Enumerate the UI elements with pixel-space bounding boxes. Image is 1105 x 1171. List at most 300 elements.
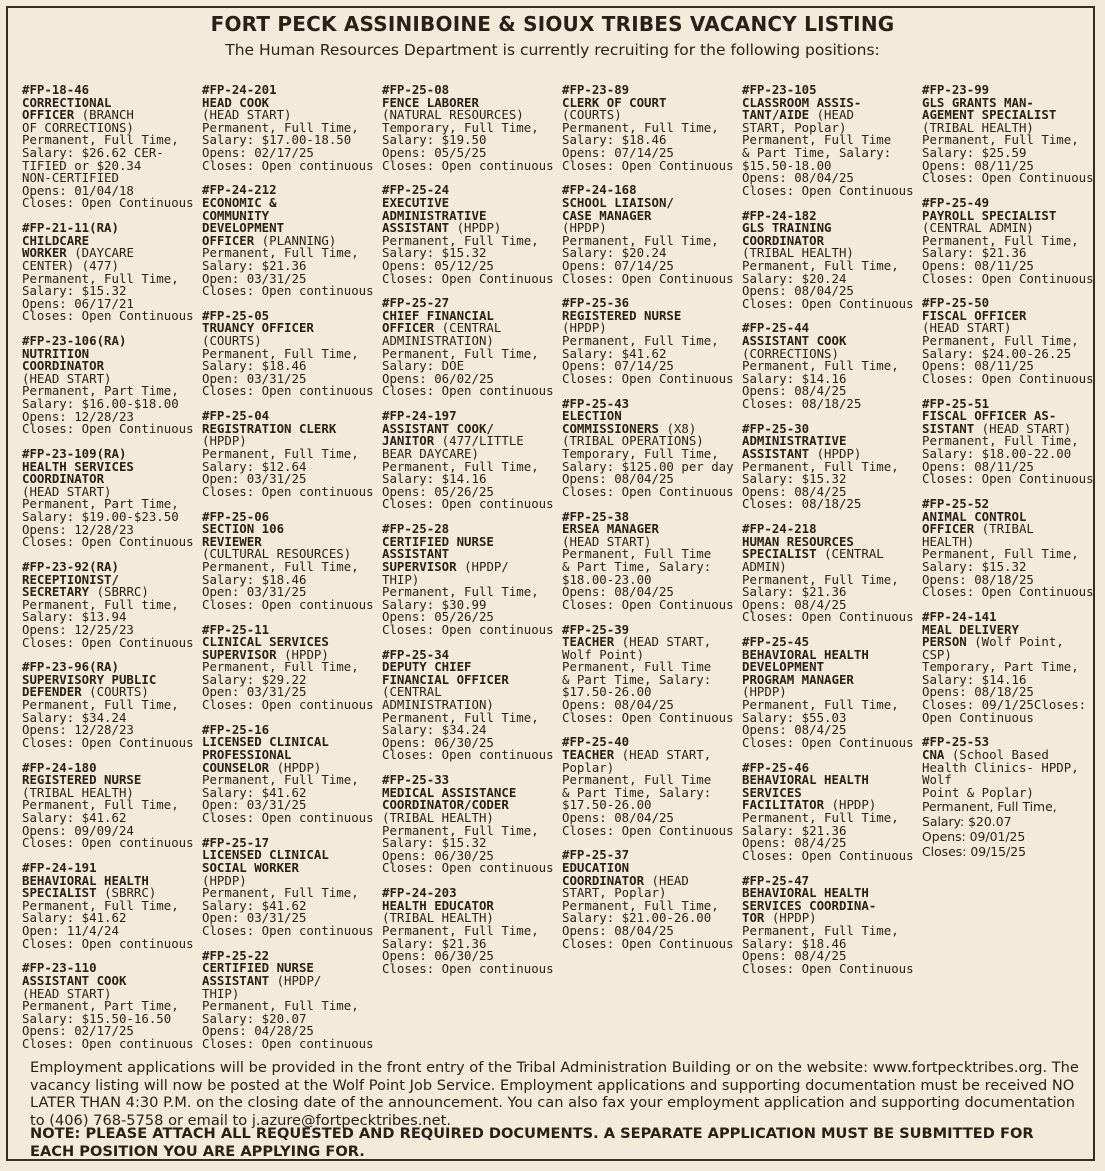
job-listing xyxy=(382,84,558,172)
job-heading xyxy=(562,307,738,336)
job-id: #FP-25-44 xyxy=(742,320,810,336)
job-heading xyxy=(742,887,918,925)
job-details: Permanent, Full Time, Salary: $14.16 Opens: 05/26/25 Closes: Open continuous xyxy=(382,458,554,512)
job-details: Permanent, Full time, Salary: $13.94 Opens: 12/25/23 Closes: Open Continuous xyxy=(22,596,194,650)
job-heading xyxy=(922,749,1098,799)
job-id: #FP-24-218 xyxy=(742,521,817,537)
job-details: Permanent, Full Time, Salary: $15.32 Opens: 08/18/25 Closes: Open Continuous xyxy=(922,546,1094,600)
job-heading xyxy=(22,972,198,1001)
job-department: (CORRECTIONS) xyxy=(742,345,839,361)
job-heading xyxy=(202,736,378,774)
job-details: Permanent, Full Time, Salary: $18.46 Open: 03/31/25 Closes: Open continuous xyxy=(202,558,374,612)
job-title: DEPUTY CHIEF FINANCIAL OFFICER xyxy=(382,659,509,687)
job-department: (HEAD START) xyxy=(22,985,112,1001)
job-department: (HPDP) xyxy=(202,872,247,888)
job-title: FENCE LABORER xyxy=(382,94,479,110)
job-id: #FP-25-16 xyxy=(202,721,270,737)
job-department: (HEAD START, Poplar) xyxy=(562,747,712,775)
job-heading xyxy=(382,784,558,825)
job-heading xyxy=(22,774,198,799)
job-heading xyxy=(922,207,1098,236)
job-title: TEACHER xyxy=(562,747,615,763)
job-listing xyxy=(22,558,198,650)
job-department: (HPDP) xyxy=(269,759,322,775)
job-department: (HPDP) xyxy=(276,646,329,662)
job-title: SCHOOL LIAISON/ CASE MANAGER xyxy=(562,194,674,223)
job-listing xyxy=(202,410,378,498)
job-details: Permanent, Full Time, Salary: $21.36 Opens: 06/30/25 Closes: Open continuous xyxy=(382,922,554,976)
job-details: Permanent, Full Time, Salary: $12.64 Open: 03/31/25 Closes: Open continuous xyxy=(202,446,374,499)
job-heading xyxy=(562,749,738,774)
job-title: EDUCATION COORDINATOR xyxy=(562,859,645,888)
job-details: Permanent, Full Time, Salary: $34.24 Opens: 12/28/23 Closes: Open Continuous xyxy=(22,697,194,750)
job-title: BEHAVIORAL HEALTH DEVELOPMENT PROGRAM MANAGER xyxy=(742,646,869,687)
job-details: Permanent, Full Time, Salary: $14.16 Opens: 08/4/25 Closes: 08/18/25 xyxy=(742,358,899,412)
job-department: (SBRRC) xyxy=(89,584,149,600)
job-title: REGISTERED NURSE xyxy=(562,307,682,323)
job-listing xyxy=(562,297,738,385)
job-id: #FP-25-05 xyxy=(202,307,270,323)
job-department: (COURTS) xyxy=(562,107,622,123)
job-id: #FP-23-106(RA) xyxy=(22,333,127,349)
job-title: CNA xyxy=(922,747,945,763)
job-details: Permanent, Full Time, Salary: $20.24 Opens: 07/14/25 Closes: Open Continuous xyxy=(562,232,734,286)
job-id: #FP-25-50 xyxy=(922,295,990,311)
job-listing xyxy=(202,721,378,825)
job-department: (HPDP) xyxy=(202,433,247,449)
job-department: (School Based Health Clinics- HPDP, Wolf Point & Poplar) xyxy=(922,747,1079,800)
job-heading xyxy=(742,533,918,574)
job-heading xyxy=(382,420,558,461)
job-department: (HEAD START) xyxy=(562,533,652,549)
job-details: Temporary, Full Time, Salary: $125.00 per day Opens: 08/04/25 Closes: Open Continuous xyxy=(562,446,734,499)
job-listing xyxy=(382,184,558,285)
job-details: Permanent, Full Time, Salary: $21.00-26.00 Opens: 08/04/25 Closes: Open Continuous xyxy=(562,897,734,951)
job-department: (Wolf Point, CSP) xyxy=(922,634,1064,662)
job-department: (SBRRC) xyxy=(96,885,157,901)
job-id: #FP-24-182 xyxy=(742,207,817,223)
job-details: Permanent, Full Time, Salary: $34.24 Opens: 06/30/25 Closes: Open continuous xyxy=(382,709,554,763)
job-department: (X8) (TRIBAL OPERATIONS) xyxy=(562,420,704,449)
job-department: (COURTS) xyxy=(81,684,149,700)
job-id: #FP-25-38 xyxy=(562,508,630,524)
job-heading xyxy=(742,335,918,360)
job-id: #FP-25-43 xyxy=(562,395,630,411)
job-details: Permanent, Full Time, Salary: $41.62 Open: 03/31/25 Closes: Open continuous xyxy=(202,885,374,938)
job-listing xyxy=(382,523,558,636)
job-heading xyxy=(22,232,198,273)
job-details: Permanent, Full Time & Part Time, Salary: $17.50-26.00 Opens: 08/04/25 Closes: Open Continuous xyxy=(562,772,734,838)
job-title: ECONOMIC & COMMUNITY DEVELOPMENT OFFICER xyxy=(202,194,285,248)
job-id: #FP-24-212 xyxy=(202,182,277,198)
job-heading xyxy=(742,774,918,812)
job-department: (CENTRAL ADMIN) xyxy=(742,546,884,574)
job-listing xyxy=(382,774,558,875)
job-details: Permanent, Full Time, Salary: $25.59 Opens: 08/11/25 Closes: Open Continuous xyxy=(922,132,1094,186)
page-subtitle: The Human Resources Department is currently recruiting for the following positions: xyxy=(225,41,880,59)
job-heading xyxy=(742,94,918,135)
job-department: (NATURAL RESOURCES) xyxy=(382,107,524,123)
job-heading xyxy=(22,94,198,135)
job-title: CERTIFIED NURSE ASSISTANT SUPERVISOR xyxy=(382,533,494,574)
job-listing xyxy=(202,307,378,399)
column-4 xyxy=(562,84,738,962)
job-title: REGISTRATION CLERK xyxy=(202,420,337,436)
job-id: #FP-25-08 xyxy=(382,82,450,97)
job-listing xyxy=(922,84,1098,185)
job-title: ADMINISTRATIVE ASSISTANT xyxy=(742,433,847,461)
job-heading xyxy=(382,194,558,236)
job-details: Permanent, Full Time, Salary: $29.22 Open: 03/31/25 Closes: Open continuous xyxy=(202,659,374,713)
job-heading xyxy=(22,671,198,700)
job-details: Permanent, Full Time, Salary: $15.32 Opens: 08/4/25 Closes: 08/18/25 xyxy=(742,458,899,512)
job-title: BEHAVIORAL HEALTH SPECIALIST xyxy=(22,872,149,901)
job-listing xyxy=(922,194,1098,286)
job-title: PAYROLL SPECIALIST xyxy=(922,207,1057,223)
job-listing xyxy=(562,849,738,950)
column-2 xyxy=(202,84,378,1063)
job-listing xyxy=(562,736,738,837)
job-heading xyxy=(562,94,738,123)
job-id: #FP-25-34 xyxy=(382,646,450,662)
job-id: #FP-25-17 xyxy=(202,834,270,850)
job-department: (HPDP) xyxy=(562,220,607,236)
job-details: Permanent, Full Time, Salary: $41.62 Opens: 07/14/25 Closes: Open Continuous xyxy=(562,333,734,386)
job-heading xyxy=(202,194,378,248)
job-listing xyxy=(22,661,198,749)
job-listing xyxy=(562,84,738,172)
page-title: FORT PECK ASSINIBOINE & SIOUX TRIBES VACANCY LISTING xyxy=(210,12,895,36)
job-listing xyxy=(742,207,918,311)
job-details: Permanent, Full Time, Salary: $18.46 Open: 03/31/25 Closes: Open continuous xyxy=(202,345,374,399)
job-department: (477/LITTLE BEAR DAYCARE) xyxy=(382,433,524,461)
job-listing xyxy=(382,410,558,511)
job-department: (HPDP) xyxy=(824,797,877,813)
job-listing xyxy=(922,297,1098,385)
job-title: FISCAL OFFICER AS- SISTANT xyxy=(922,408,1057,436)
job-id: #FP-23-99 xyxy=(922,82,990,97)
job-details: Permanent, Full Time, Salary: $18.46 Opens: 07/14/25 Closes: Open Continuous xyxy=(562,119,734,173)
job-listing xyxy=(742,872,918,976)
job-heading xyxy=(562,859,738,901)
job-heading xyxy=(382,661,558,711)
job-details: Permanent, Full Time, Salary: DOE Opens: 06/02/25 Closes: Open continuous xyxy=(382,345,554,399)
job-details: Permanent, Full Time & Part Time, Salary: $15.50-18.00 Opens: 08/04/25 Closes: Open Continuous xyxy=(742,132,914,198)
job-title: CHIEF FINANCIAL OFFICER xyxy=(382,307,494,336)
job-listing xyxy=(922,608,1098,725)
job-id: #FP-24-197 xyxy=(382,408,457,424)
job-details: Permanent, Full Time, Salary: $20.07 Opens: 04/28/25 Closes: Open continuous xyxy=(202,998,374,1051)
job-id: #FP-24-191 xyxy=(22,859,97,875)
job-listing xyxy=(22,859,198,951)
job-details: Permanent, Full Time, Salary: $30.99 Opens: 05/26/25 Closes: Open continuous xyxy=(382,584,554,637)
job-heading xyxy=(562,636,738,661)
column-3 xyxy=(382,84,558,988)
job-department: (HEAD START) xyxy=(22,370,112,386)
job-department: (HEAD START, Wolf Point) xyxy=(562,634,712,662)
job-id: #FP-23-109(RA) xyxy=(22,446,127,461)
job-listing xyxy=(922,495,1098,600)
job-heading xyxy=(742,222,918,260)
job-details: Permanent, Full Time, Salary: $15.32 Opens: 06/17/21 Closes: Open Continuous xyxy=(22,270,194,324)
job-title: GLS GRANTS MAN- AGEMENT SPECIALIST xyxy=(922,94,1057,123)
job-id: #FP-25-33 xyxy=(382,772,450,788)
job-details: Permanent, Full Time, Salary: $17.00-18.50 Opens: 02/17/25 Closes: Open continuous xyxy=(202,119,374,173)
job-department: (TRIBAL HEALTH) xyxy=(922,521,1034,549)
job-listing xyxy=(562,395,738,499)
job-details: Temporary, Full Time, Salary: $19.50 Opens: 05/5/25 Closes: Open continuous xyxy=(382,119,554,173)
job-id: #FP-23-89 xyxy=(562,82,630,97)
job-id: #FP-25-52 xyxy=(922,495,990,511)
job-details: Permanent, Full Time, Salary: $18.46 Opens: 08/4/25 Closes: Open Continuous xyxy=(742,922,914,976)
job-title: REGISTERED NURSE xyxy=(22,772,142,788)
job-heading xyxy=(202,849,378,887)
job-title: ERSEA MANAGER xyxy=(562,521,659,537)
job-listing xyxy=(22,448,198,549)
job-heading xyxy=(922,621,1098,662)
job-listing xyxy=(742,759,918,863)
job-details: Permanent, Full Time, Salary: $21.36 Open: 03/31/25 Closes: Open continuous xyxy=(202,245,374,299)
job-department: (HEAD START) xyxy=(202,107,292,123)
job-title: FISCAL OFFICER xyxy=(922,307,1027,323)
job-listing xyxy=(22,335,198,436)
job-title: LICENSED CLINICAL SOCIAL WORKER xyxy=(202,847,329,875)
job-title: SECTION 106 REVIEWER xyxy=(202,521,285,549)
job-id: #FP-25-47 xyxy=(742,872,810,888)
job-id: #FP-25-39 xyxy=(562,621,630,637)
job-id: #FP-25-36 xyxy=(562,295,630,311)
job-id: #FP-23-110 xyxy=(22,960,97,976)
job-id: #FP-25-51 xyxy=(922,395,990,411)
job-department: (HPDP) xyxy=(809,446,862,461)
job-details: Permanent, Full Time, Salary: $24.00-26.25 Opens: 08/11/25 Closes: Open Continuous xyxy=(922,333,1094,386)
job-listing xyxy=(202,621,378,713)
job-details: Permanent, Full Time, Salary: $41.62 Open: 11/4/24 Closes: Open continuous xyxy=(22,897,194,951)
job-title: HUMAN RESOURCES SPECIALIST xyxy=(742,533,854,562)
job-title: CERTIFIED NURSE ASSISTANT xyxy=(202,960,314,988)
job-listing xyxy=(22,962,198,1050)
job-heading xyxy=(922,307,1098,336)
job-department: (HPDP) xyxy=(764,910,817,926)
job-title: CORRECTIONAL OFFICER xyxy=(22,94,112,123)
job-heading xyxy=(382,533,558,587)
job-department: (HEAD START) xyxy=(22,483,112,499)
job-id: #FP-25-40 xyxy=(562,734,630,750)
job-heading xyxy=(22,571,198,600)
job-listing xyxy=(562,508,738,612)
job-listing xyxy=(202,184,378,297)
job-details: Permanent, Full Time, Salary: $21.36 Opens: 08/4/25 Closes: Open Continuous xyxy=(742,571,914,625)
job-heading xyxy=(742,646,918,700)
job-id: #FP-25-27 xyxy=(382,295,450,311)
job-title: ASSISTANT COOK/ JANITOR xyxy=(382,420,494,449)
job-listing xyxy=(382,887,558,975)
job-heading xyxy=(202,523,378,561)
job-title: NUTRITION COORDINATOR xyxy=(22,345,105,374)
job-department: (HEAD START) xyxy=(974,420,1072,436)
job-heading xyxy=(22,872,198,901)
job-department: (HPDP) xyxy=(449,220,502,236)
job-id: #FP-25-06 xyxy=(202,508,270,524)
job-department: (TRIBAL HEALTH) xyxy=(742,245,854,261)
job-department: (HPDP/ THIP) xyxy=(382,558,509,587)
job-heading xyxy=(202,962,378,1000)
job-listing xyxy=(562,621,738,725)
job-department: (TRIBAL HEALTH) xyxy=(382,910,494,926)
job-heading xyxy=(202,636,378,661)
job-heading xyxy=(202,94,378,123)
job-id: #FP-24-180 xyxy=(22,759,97,775)
job-department: (BRANCH OF CORRECTIONS) xyxy=(22,107,134,135)
job-title: CLERK OF COURT xyxy=(562,94,667,110)
job-listing xyxy=(382,297,558,398)
job-details: Permanent, Full Time & Part Time, Salary: $17.50-26.00 Opens: 08/04/25 Closes: Open Continuous xyxy=(562,659,734,725)
job-id: #FP-23-96(RA) xyxy=(22,659,119,675)
job-title: ASSISTANT COOK xyxy=(742,333,847,349)
job-title: BEHAVIORAL HEALTH SERVICES FACILITATOR xyxy=(742,772,869,813)
job-listing xyxy=(382,646,558,763)
job-id: #FP-18-46 xyxy=(22,82,90,97)
job-heading xyxy=(382,307,558,349)
job-id: #FP-25-28 xyxy=(382,521,450,537)
job-listing xyxy=(742,420,918,512)
job-listing xyxy=(22,222,198,323)
job-details: Permanent, Full Time, Salary: $41.62 Opens: 09/09/24 Closes: Open continuous xyxy=(22,797,194,851)
job-listing xyxy=(22,759,198,851)
job-listing xyxy=(742,523,918,624)
job-title: ANIMAL CONTROL OFFICER xyxy=(922,508,1027,537)
job-department: (HPDP) xyxy=(562,320,607,336)
job-department: (TRIBAL HEALTH) xyxy=(22,784,134,800)
job-listing xyxy=(922,395,1098,487)
job-details: Permanent, Full Time, Salary: $26.62 CER- TIFIED or $20.34 NON-CERTIFIED Opens: 01/04/18 Closes: Open Continuous xyxy=(22,132,194,211)
job-id: #FP-25-45 xyxy=(742,634,810,650)
job-details: Permanent, Full Time, Salary: $55.03 Opens: 08/4/25 Closes: Open Continuous xyxy=(742,697,914,750)
job-department: (CENTRAL ADMINISTRATION) xyxy=(382,684,494,713)
job-title: ASSISTANT COOK xyxy=(22,972,127,988)
column-5 xyxy=(742,84,918,988)
job-heading xyxy=(22,345,198,386)
job-details: Permanent, Full Time, Salary: $20.24 Opens: 08/04/25 Closes: Open Continuous xyxy=(742,257,914,311)
job-heading xyxy=(562,523,738,548)
job-details: Permanent, Full Time, Salary: $41.62 Open: 03/31/25 Closes: Open continuous xyxy=(202,772,374,825)
job-id: #FP-25-24 xyxy=(382,182,450,198)
job-listing xyxy=(202,84,378,172)
job-department: (CULTURAL RESOURCES) xyxy=(202,546,352,562)
job-details: Permanent, Full Time, Salary: $18.00-22.00 Opens: 08/11/25 Closes: Open Continuous xyxy=(922,433,1094,487)
job-department: (HPDP/ THIP) xyxy=(202,972,322,1001)
job-title: TRUANCY OFFICER xyxy=(202,320,314,336)
job-listing xyxy=(922,736,1098,859)
job-title: MEAL DELIVERY PERSON xyxy=(922,621,1019,650)
job-id: #FP-21-11(RA) xyxy=(22,220,119,236)
column-6 xyxy=(922,84,1098,872)
job-title: ELECTION COMMISSIONERS xyxy=(562,408,659,436)
job-id: #FP-24-141 xyxy=(922,608,997,624)
job-id: #FP-25-30 xyxy=(742,420,810,436)
job-id: #FP-23-105 xyxy=(742,82,817,97)
job-title: LICENSED CLINICAL PROFESSIONAL COUNSELOR xyxy=(202,734,329,775)
job-details: Temporary, Part Time, Salary: $14.16 Opens: 08/18/25 Closes: 09/1/25Closes: Open Continuous xyxy=(922,659,1087,725)
job-id: #FP-25-53 xyxy=(922,734,990,750)
job-title: HEALTH SERVICES COORDINATOR xyxy=(22,458,134,487)
job-heading xyxy=(22,458,198,499)
job-listing xyxy=(202,508,378,612)
job-heading xyxy=(562,194,738,236)
job-details: Permanent, Full Time, Salary: $20.07 Opens: 09/01/25 Closes: 09/15/25 xyxy=(922,799,1057,860)
job-department: (CENTRAL ADMIN) xyxy=(922,220,1034,236)
job-listing xyxy=(742,636,918,749)
column-1 xyxy=(22,84,198,1063)
job-details: Permanent, Full Time & Part Time, Salary: $18.00-23.00 Opens: 08/04/25 Closes: Open Continuous xyxy=(562,546,734,612)
job-title: HEALTH EDUCATOR xyxy=(382,897,494,913)
job-heading xyxy=(922,508,1098,549)
job-department: (HEAD START, Poplar) xyxy=(562,872,689,901)
job-id: #FP-24-201 xyxy=(202,82,277,97)
job-id: #FP-25-04 xyxy=(202,408,270,424)
job-title: MEDICAL ASSISTANCE COORDINATOR/CODER xyxy=(382,784,517,813)
job-heading xyxy=(202,322,378,347)
job-department: (HEAD START) xyxy=(922,320,1012,336)
job-listing xyxy=(742,322,918,410)
job-department: (CENTRAL ADMINISTRATION) xyxy=(382,320,502,349)
job-id: #FP-25-46 xyxy=(742,759,810,775)
job-title: GLS TRAINING COORDINATOR xyxy=(742,220,832,248)
job-department: (HEAD START, Poplar) xyxy=(742,107,854,135)
important-note: NOTE: PLEASE ATTACH ALL REQUESTED AND REQUIRED DOCUMENTS. A SEPARATE APPLICATION MUST BE SUBMITTED FOR EACH POSITION YOU ARE APPLYING FOR. xyxy=(30,1125,1034,1160)
job-listing xyxy=(202,947,378,1051)
job-title: CLINICAL SERVICES SUPERVISOR xyxy=(202,634,329,662)
job-listing xyxy=(202,834,378,938)
job-heading xyxy=(922,94,1098,135)
job-title: BEHAVIORAL HEALTH SERVICES COORDINA- TOR xyxy=(742,885,877,926)
job-department: (COURTS) xyxy=(202,333,262,349)
job-heading xyxy=(382,897,558,926)
job-title: CLASSROOM ASSIS- TANT/AIDE xyxy=(742,94,862,123)
job-details: Permanent, Full Time, Salary: $21.36 Opens: 08/11/25 Closes: Open Continuous xyxy=(922,232,1094,286)
job-department: (PLANNING) xyxy=(254,232,337,248)
job-listing xyxy=(742,84,918,197)
job-id: #FP-25-49 xyxy=(922,194,990,210)
job-department: (TRIBAL HEALTH) xyxy=(922,119,1034,135)
job-heading xyxy=(562,410,738,448)
job-listing xyxy=(562,184,738,285)
job-department: (TRIBAL HEALTH) xyxy=(382,810,494,825)
job-department: (HPDP) xyxy=(742,684,787,700)
job-heading xyxy=(742,435,918,460)
job-id: #FP-25-37 xyxy=(562,847,630,863)
job-title: TEACHER xyxy=(562,634,615,650)
job-id: #FP-24-203 xyxy=(382,885,457,901)
job-details: Permanent, Part Time, Salary: $19.00-$23.50 Opens: 12/28/23 Closes: Open Continuous xyxy=(22,496,194,550)
job-details: Permanent, Part Time, Salary: $16.00-$18.00 Opens: 12/28/23 Closes: Open Continuous xyxy=(22,383,194,437)
job-heading xyxy=(922,410,1098,435)
job-title: RECEPTIONIST/ SECRETARY xyxy=(22,571,119,600)
job-title: HEAD COOK xyxy=(202,94,270,110)
job-title: EXECUTIVE ADMINISTRATIVE ASSISTANT xyxy=(382,194,487,236)
job-listing xyxy=(22,84,198,210)
job-heading xyxy=(382,94,558,123)
job-details: Permanent, Full Time, Salary: $21.36 Opens: 08/4/25 Closes: Open Continuous xyxy=(742,810,914,863)
job-title: CHILDCARE WORKER xyxy=(22,232,90,261)
job-heading xyxy=(202,420,378,449)
job-id: #FP-24-168 xyxy=(562,182,637,198)
application-instructions: Employment applications will be provided in the front entry of the Tribal Administration Building or on the website: www.fortpecktribes.org. The vacancy listing will now be posted at the Wolf Point Job Service. Employment applications and supporting documentation must be received NO LATER THAN 4:30 P.M. on the closing date of the announcement. You can also fax your employment application and supporting documentation to (406) 768-5758 or email to j.azure@fortpecktribes.net. xyxy=(30,1059,1079,1129)
job-title: SUPERVISORY PUBLIC DEFENDER xyxy=(22,671,157,700)
job-id: #FP-25-11 xyxy=(202,621,270,637)
job-department: (DAYCARE CENTER) (477) xyxy=(22,245,134,273)
job-details: Permanent, Full Time, Salary: $15.32 Opens: 06/30/25 Closes: Open continuous xyxy=(382,822,554,876)
